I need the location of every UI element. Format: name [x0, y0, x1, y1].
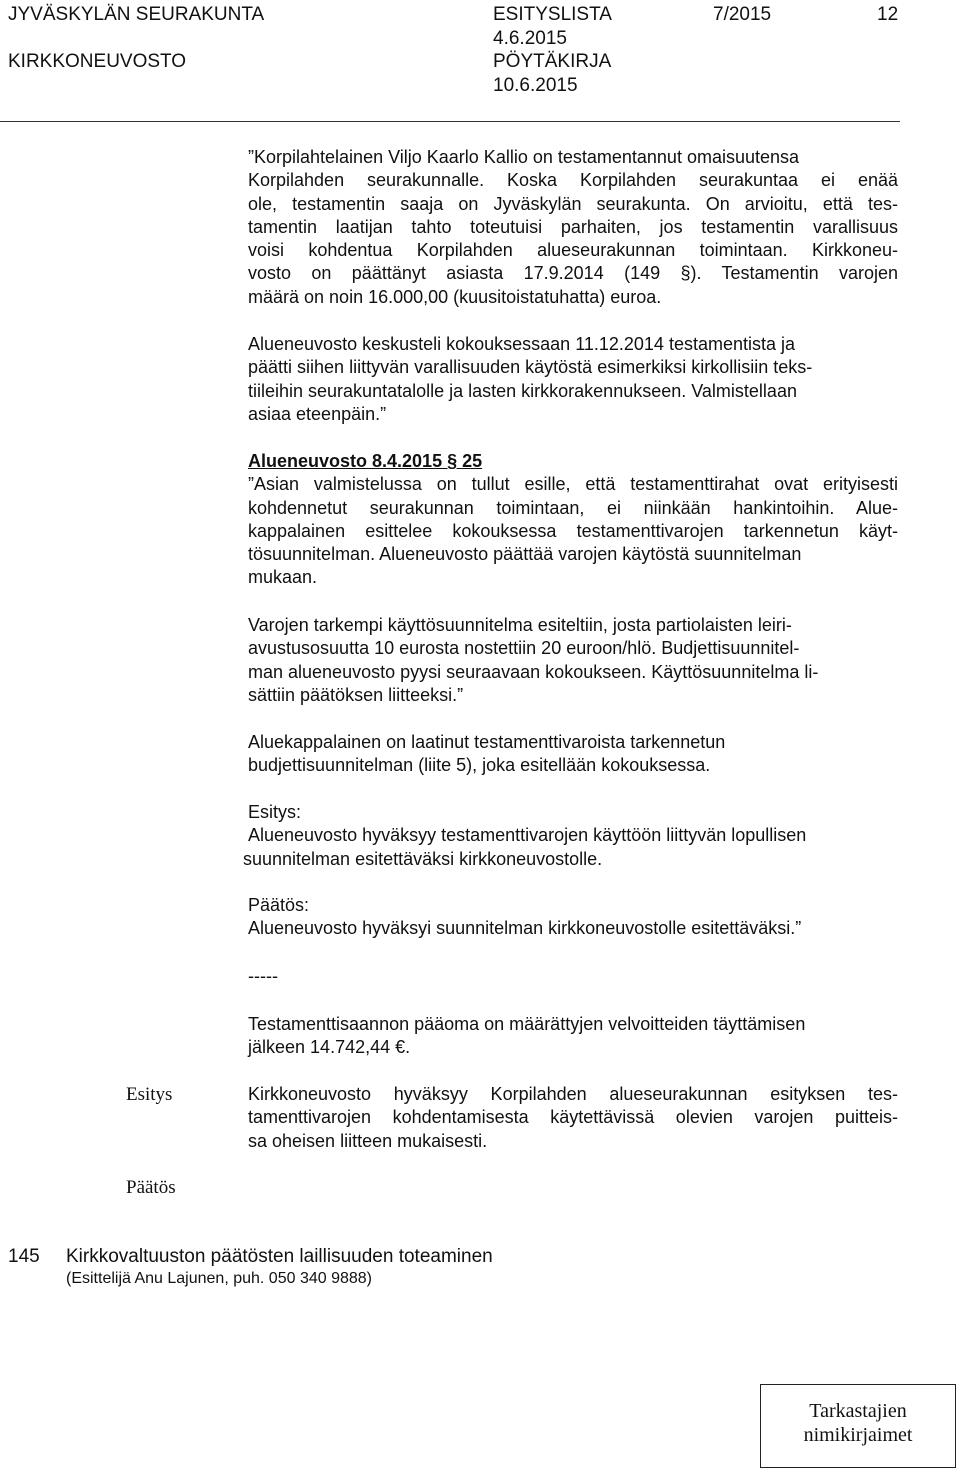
separator [248, 965, 898, 988]
text-line: Alueneuvosto hyväksyi suunnitelman kirkkoneuvostolle esitettäväksi.” [248, 918, 802, 939]
text-line: avustusosuutta 10 eurosta nostettiin 20 euroon/hlö. Budjettisuunnitel- [248, 638, 800, 659]
separator-dashes: ----- [248, 966, 278, 986]
text-line: tösuunnitelman. Alueneuvosto päättää varojen käytöstä suunnitelman [248, 544, 802, 565]
text-line: budjettisuunnitelman (liite 5), joka esitellään kokouksessa. [248, 755, 711, 776]
agenda-item-title: Kirkkovaltuuston päätösten laillisuuden toteaminen [66, 1246, 493, 1267]
document-date: 4.6.2015 [493, 28, 567, 49]
text-line: sättiin päätöksen liitteeksi.” [248, 684, 464, 705]
paragraph-council-decision [248, 894, 898, 941]
text-line: ”Korpilahtelainen Viljo Kaarlo Kallio on testamentannut omaisuutensa [248, 147, 800, 167]
text-line: Varojen tarkempi käyttösuunnitelma esiteltiin, josta partiolaisten leiri- [248, 615, 792, 635]
text-line: Kirkkoneuvosto hyväksyy Korpilahden alueseurakunnan esityksen tes- [248, 1084, 898, 1104]
paragraph-capital [248, 1013, 898, 1060]
text-line: asiaa eteenpäin.” [248, 403, 387, 424]
paragraph-council-meeting [248, 450, 898, 590]
text-line: kappalainen esittelee kokouksessa testamenttivarojen tarkennetun käyt- [248, 520, 898, 541]
text-line: suunnitelman esitettäväksi kirkkoneuvostolle. [243, 848, 603, 869]
text-line: sa oheisen liitteen mukaisesti. [248, 1130, 488, 1151]
decision-label: Päätös [126, 1177, 176, 1198]
text-line: Alueneuvosto keskusteli kokouksessaan 11.12.2014 testamentista ja [248, 334, 796, 354]
text-line: tamenttivarojen kohdentamisesta käytettävissä olevien varojen puitteis- [248, 1107, 898, 1128]
text-line: ”Asian valmistelussa on tullut esille, että testamenttirahat ovat erityisesti [248, 474, 898, 495]
paragraph-usage-plan [248, 614, 898, 707]
paragraph-background [248, 146, 898, 309]
minutes-date: 10.6.2015 [493, 75, 578, 96]
initials-label-line1: Tarkastajien [809, 1400, 907, 1422]
text-line: mukaan. [248, 567, 318, 588]
text-line: Alueneuvosto hyväksyy testamenttivarojen käyttöön liittyvän lopullisen [248, 825, 807, 846]
document-type: ESITYSLISTA [493, 4, 612, 25]
paragraph-council-proposal [243, 801, 898, 871]
initials-box [760, 1384, 956, 1468]
text-line: ole, testamentin saaja on Jyväskylän seurakunta. On arvioitu, että tes- [248, 193, 898, 214]
text-line: jälkeen 14.742,44 €. [248, 1037, 411, 1058]
proposal-text [248, 1083, 898, 1153]
initials-label-line2: nimikirjaimet [803, 1424, 913, 1446]
agenda-item-number: 145 [8, 1246, 40, 1267]
text-line: Korpilahden seurakunnalle. Koska Korpilahden seurakuntaa ei enää [248, 170, 898, 191]
minutes-label: PÖYTÄKIRJA [493, 51, 612, 72]
page-number: 12 [877, 4, 899, 25]
paragraph-council-discussion [248, 333, 898, 426]
governing-body: KIRKKONEUVOSTO [8, 51, 187, 72]
issue-number: 7/2015 [713, 4, 772, 25]
text-line: määrä on noin 16.000,00 (kuusitoistatuhatta) euroa. [248, 286, 662, 307]
decision-sublabel: Päätös: [248, 895, 310, 915]
text-line: tamentin laatijan tahto toteutuisi parhaiten, jos testamentin varallisuus [248, 216, 898, 237]
text-line: kohdennetut seurakunnan toimintaan, ei niinkään hankintoihin. Alue- [248, 497, 898, 518]
agenda-item-presenter: (Esittelijä Anu Lajunen, puh. 050 340 9888) [66, 1270, 373, 1287]
proposal-label: Esitys [126, 1084, 173, 1105]
text-line: tiileihin seurakuntatalolle ja lasten kirkkorakennukseen. Valmistellaan [248, 380, 797, 401]
text-line: Testamenttisaannon pääoma on määrättyjen velvoitteiden täyttämisen [248, 1014, 806, 1034]
text-line: voisi kohdentua Korpilahden alueseurakunnan toimintaan. Kirkkoneu- [248, 240, 898, 261]
text-line: Aluekappalainen on laatinut testamenttivaroista tarkennetun [248, 732, 726, 752]
paragraph-budget-plan [248, 731, 898, 778]
text-line: päätti siihen liittyvän varallisuuden käytöstä esimerkiksi kirkollisiin teks- [248, 357, 813, 378]
header-divider [0, 121, 900, 122]
text-line: man alueneuvosto pyysi seuraavaan kokoukseen. Käyttösuunnitelma li- [248, 661, 819, 682]
proposal-sublabel: Esitys: [248, 802, 302, 822]
text-line: vosto on päättänyt asiasta 17.9.2014 (149 §). Testamentin varojen [248, 263, 898, 284]
section-heading: Alueneuvosto 8.4.2015 § 25 [248, 451, 483, 471]
organization-name: JYVÄSKYLÄN SEURAKUNTA [8, 4, 265, 25]
